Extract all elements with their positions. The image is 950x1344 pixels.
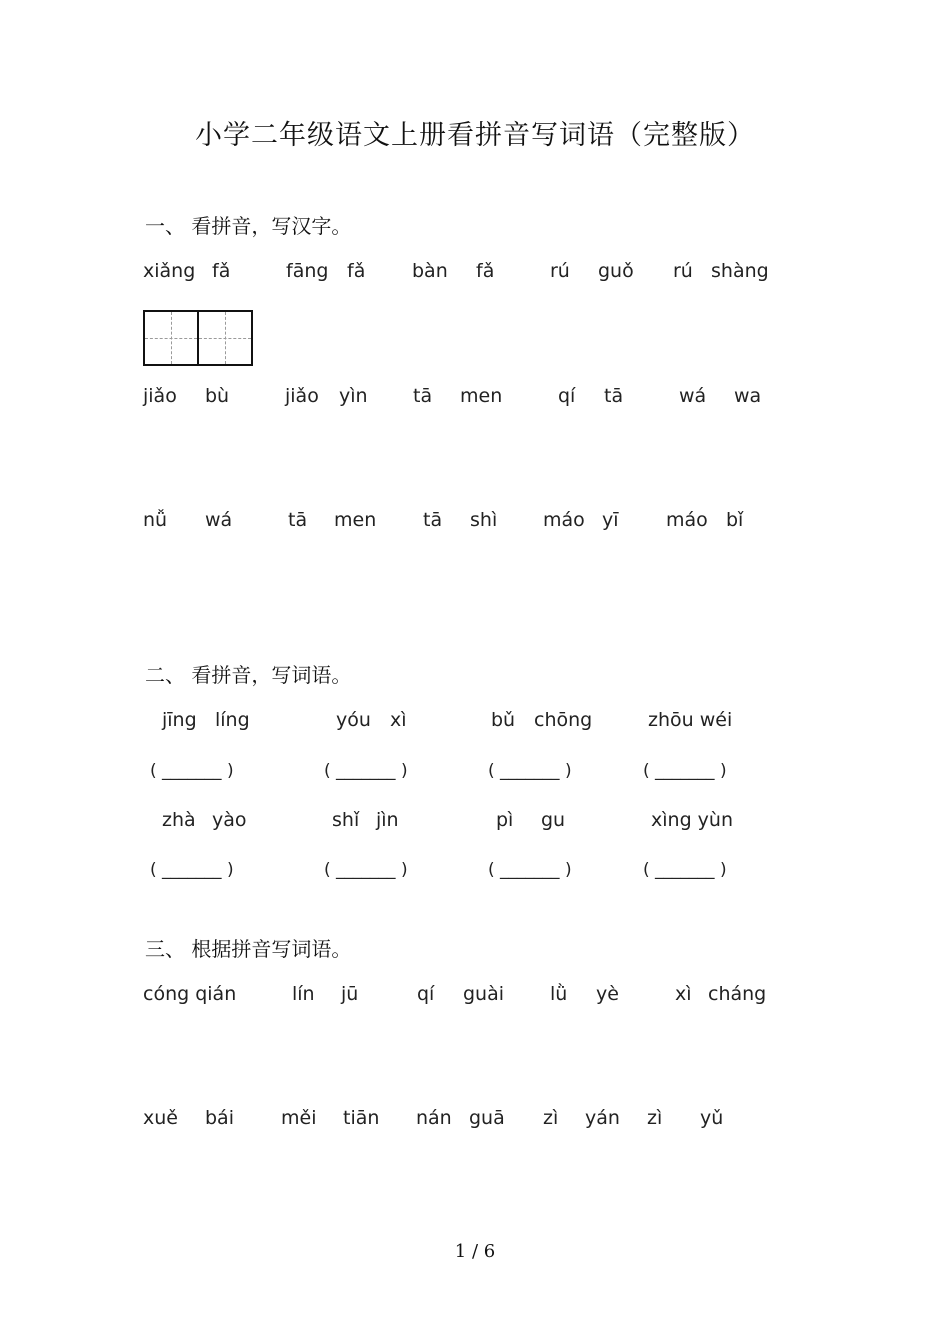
pinyin-word: xuě: [143, 1107, 178, 1129]
section-2-heading: 二、 看拼音，写词语。: [145, 663, 352, 687]
answer-blank[interactable]: ( _______ ): [150, 761, 234, 781]
pinyin-word: bù: [205, 385, 230, 407]
pinyin-word: xì: [390, 709, 407, 731]
pinyin-word: zhōu wéi: [648, 709, 733, 731]
pinyin-word: cóng qián: [143, 983, 237, 1005]
pinyin-word: men: [334, 509, 377, 531]
pinyin-word: xì: [675, 983, 692, 1005]
pinyin-word: jū: [341, 983, 359, 1005]
pinyin-word: zì: [543, 1107, 559, 1129]
pinyin-word: fǎ: [347, 260, 366, 282]
answer-blank[interactable]: ( _______ ): [324, 761, 408, 781]
pinyin-word: jìn: [376, 809, 399, 831]
pinyin-word: xiǎng: [143, 260, 196, 282]
writing-cell[interactable]: [197, 312, 251, 364]
pinyin-word: guài: [463, 983, 505, 1005]
pinyin-word: zì: [647, 1107, 663, 1129]
answer-blank[interactable]: ( _______ ): [643, 860, 727, 880]
pinyin-word: guǒ: [598, 260, 634, 282]
character-writing-grid[interactable]: [143, 310, 253, 366]
writing-cell[interactable]: [145, 312, 197, 364]
answer-blank[interactable]: ( _______ ): [643, 761, 727, 781]
pinyin-word: tā: [423, 509, 443, 531]
pinyin-word: yìn: [339, 385, 368, 407]
pinyin-word: yī: [602, 509, 619, 531]
pinyin-word: shàng: [711, 260, 769, 282]
pinyin-word: qí: [558, 385, 576, 407]
section-1-heading: 一、 看拼音，写汉字。: [145, 214, 352, 238]
answer-blank[interactable]: ( _______ ): [488, 761, 572, 781]
section-3-heading: 三、 根据拼音写词语。: [145, 937, 352, 961]
pinyin-word: tā: [413, 385, 433, 407]
answer-blank[interactable]: ( _______ ): [488, 860, 572, 880]
page-title: 小学二年级语文上册看拼音写词语（完整版）: [195, 120, 755, 151]
pinyin-word: nán: [416, 1107, 452, 1129]
pinyin-word: shǐ: [332, 809, 360, 831]
page-number: 1 / 6: [454, 1241, 496, 1262]
pinyin-word: bǐ: [726, 509, 744, 531]
pinyin-word: xìng yùn: [651, 809, 733, 831]
pinyin-word: fǎ: [476, 260, 495, 282]
pinyin-word: wá: [205, 509, 233, 531]
pinyin-word: fǎ: [212, 260, 231, 282]
pinyin-word: tā: [288, 509, 308, 531]
pinyin-word: jiǎo: [143, 385, 177, 407]
pinyin-word: gu: [541, 809, 566, 831]
pinyin-word: máo: [666, 509, 708, 531]
pinyin-word: cháng: [708, 983, 767, 1005]
pinyin-word: rú: [673, 260, 693, 282]
pinyin-word: tiān: [343, 1107, 380, 1129]
pinyin-word: nǚ: [143, 509, 168, 531]
pinyin-word: yè: [596, 983, 619, 1005]
pinyin-word: máo: [543, 509, 585, 531]
pinyin-word: yán: [585, 1107, 620, 1129]
pinyin-word: bàn: [412, 260, 448, 282]
pinyin-word: lín: [292, 983, 315, 1005]
pinyin-word: lǜ: [550, 983, 568, 1005]
pinyin-word: jīng: [162, 709, 197, 731]
pinyin-word: měi: [281, 1107, 317, 1129]
pinyin-word: yóu: [336, 709, 371, 731]
answer-blank[interactable]: ( _______ ): [150, 860, 234, 880]
pinyin-word: yǔ: [700, 1107, 724, 1129]
answer-blank[interactable]: ( _______ ): [324, 860, 408, 880]
pinyin-word: qí: [417, 983, 435, 1005]
pinyin-word: jiǎo: [285, 385, 319, 407]
pinyin-word: guā: [469, 1107, 505, 1129]
pinyin-word: fāng: [286, 260, 329, 282]
pinyin-word: líng: [215, 709, 250, 731]
pinyin-word: shì: [470, 509, 498, 531]
pinyin-word: bái: [205, 1107, 234, 1129]
pinyin-word: yào: [212, 809, 247, 831]
pinyin-word: wá: [679, 385, 707, 407]
pinyin-word: tā: [604, 385, 624, 407]
pinyin-word: chōng: [534, 709, 593, 731]
pinyin-word: men: [460, 385, 503, 407]
pinyin-word: wa: [734, 385, 762, 407]
pinyin-word: pì: [496, 809, 514, 831]
pinyin-word: bǔ: [491, 709, 516, 731]
pinyin-word: rú: [550, 260, 570, 282]
pinyin-word: zhà: [162, 809, 196, 831]
